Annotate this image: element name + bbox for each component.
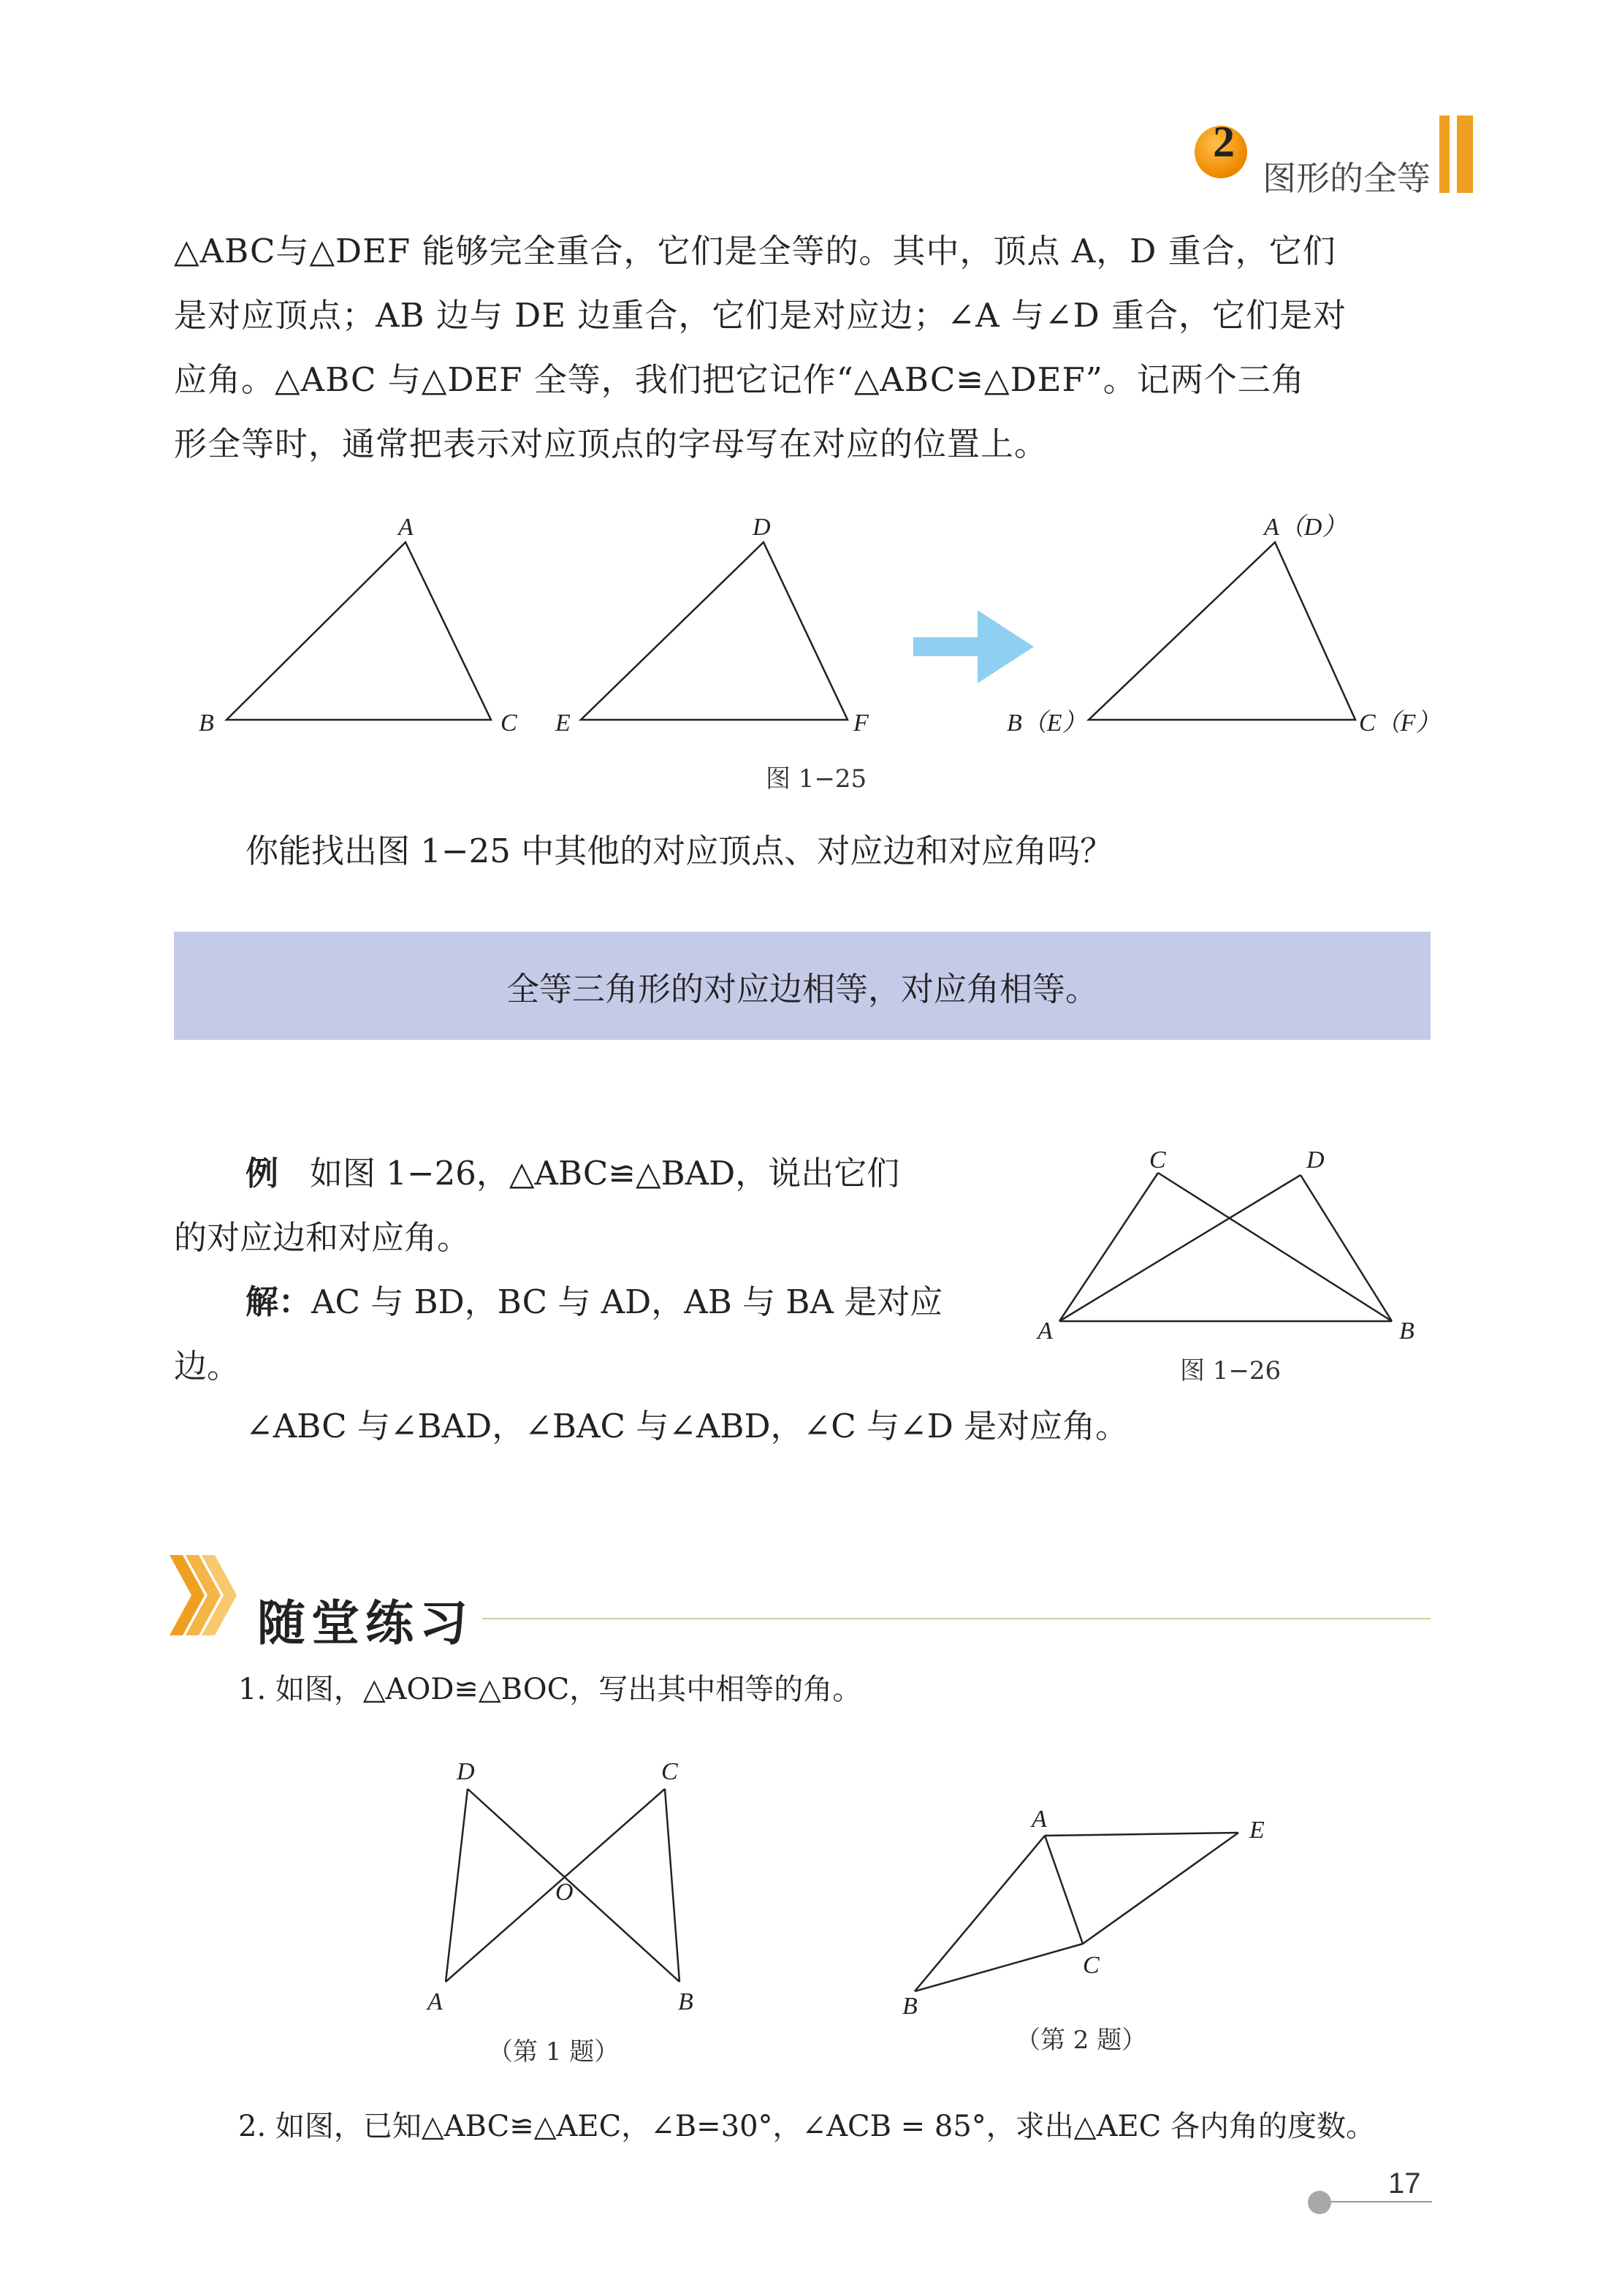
page-number: 17 bbox=[1388, 2167, 1421, 2200]
section-title: 随堂练习 bbox=[257, 1594, 473, 1651]
exercise-2-text: 2. 如图，已知△ABC≌△AEC，∠B=30°，∠ACB = 85°，求出△AEC 各内角的度数。 bbox=[238, 2110, 1375, 2143]
triangle-abc bbox=[226, 542, 491, 720]
figure-1-26-caption: 图 1−26 bbox=[1180, 1356, 1282, 1385]
ex2-label-c: C bbox=[1083, 1952, 1100, 1979]
example-line-5: ∠ABC 与∠BAD，∠BAC 与∠ABD，∠C 与∠D 是对应角。 bbox=[245, 1407, 1129, 1445]
ex1-label-a: A bbox=[427, 1988, 443, 2015]
page-number-line bbox=[1326, 2201, 1432, 2202]
fig26-label-a: A bbox=[1037, 1318, 1053, 1345]
key-conclusion-box bbox=[174, 932, 1431, 1040]
exercise-1-caption: （第 1 题） bbox=[488, 2037, 620, 2067]
label-f2: F bbox=[853, 710, 869, 737]
right-arrow-icon bbox=[913, 610, 1034, 683]
ex1-label-b: B bbox=[678, 1988, 693, 2015]
example-label: 例 bbox=[245, 1154, 279, 1193]
label-ad: A（D） bbox=[1264, 514, 1347, 541]
intro-line-4: 形全等时，通常把表示对应顶点的字母写在对应的位置上。 bbox=[174, 425, 1048, 463]
exercise-2-caption: （第 2 题） bbox=[1016, 2026, 1147, 2055]
label-e2: E bbox=[555, 710, 571, 737]
intro-paragraph bbox=[174, 219, 1431, 476]
label-cf: C（F） bbox=[1359, 710, 1441, 737]
exercise-1-figure bbox=[409, 1754, 731, 2017]
fig26-label-b: B bbox=[1399, 1318, 1415, 1345]
chapter-title: 图形的全等 bbox=[1263, 159, 1431, 197]
fig26-label-d: D bbox=[1306, 1147, 1325, 1174]
label-a1: A bbox=[398, 514, 414, 541]
ex2-label-e: E bbox=[1249, 1817, 1265, 1844]
chapter-number: 2 bbox=[1213, 118, 1235, 166]
example-line-3: AC 与 BD，BC 与 AD，AB 与 BA 是对应 bbox=[311, 1282, 943, 1321]
chevron-arrows-icon bbox=[170, 1555, 257, 1635]
exercise-2-figure bbox=[891, 1798, 1301, 2017]
ex2-label-b: B bbox=[902, 1993, 918, 2017]
key-conclusion-text: 全等三角形的对应边相等，对应角相等。 bbox=[506, 969, 1098, 1008]
label-d2: D bbox=[753, 514, 771, 541]
solution-label: 解： bbox=[245, 1282, 312, 1321]
label-be: B（E） bbox=[1007, 710, 1087, 737]
intro-line-3: 应角。△ABC 与△DEF 全等，我们把它记作“△ABC≌△DEF”。记两个三角 bbox=[174, 360, 1305, 399]
example-line-4: 边。 bbox=[174, 1347, 240, 1385]
header-bar-thin bbox=[1439, 115, 1450, 193]
ex1-label-c: C bbox=[661, 1758, 678, 1785]
intro-line-1: △ABC与△DEF 能够完全重合，它们是全等的。其中，顶点 A，D 重合，它们 bbox=[174, 232, 1336, 270]
ex1-label-d: D bbox=[457, 1758, 475, 1785]
label-c1: C bbox=[500, 710, 517, 737]
label-b1: B bbox=[199, 710, 214, 737]
example-line-2: 的对应边和对应角。 bbox=[174, 1218, 471, 1257]
page-dot-icon bbox=[1308, 2191, 1331, 2214]
figure-1-25 bbox=[0, 497, 1622, 804]
triangle-overlap bbox=[1089, 542, 1355, 720]
fig26-label-c: C bbox=[1149, 1147, 1166, 1174]
example-block bbox=[174, 1141, 1000, 1399]
exercise-1-text: 1. 如图，△AOD≌△BOC，写出其中相等的角。 bbox=[238, 1673, 862, 1706]
ex2-label-a: A bbox=[1032, 1806, 1047, 1833]
section-divider bbox=[482, 1618, 1431, 1619]
triangle-def bbox=[581, 542, 848, 720]
example-line-1: 如图 1−26，△ABC≌△BAD，说出它们 bbox=[309, 1154, 900, 1193]
intro-line-2: 是对应顶点；AB 边与 DE 边重合，它们是对应边；∠A 与∠D 重合，它们是对 bbox=[174, 296, 1347, 335]
ex1-label-o: O bbox=[555, 1879, 574, 1906]
figure-1-25-caption: 图 1−25 bbox=[766, 764, 867, 794]
question-text: 你能找出图 1−25 中其他的对应顶点、对应边和对应角吗？ bbox=[245, 832, 1113, 870]
figure-1-26 bbox=[1008, 1133, 1461, 1366]
header-bar-thick bbox=[1457, 115, 1473, 193]
